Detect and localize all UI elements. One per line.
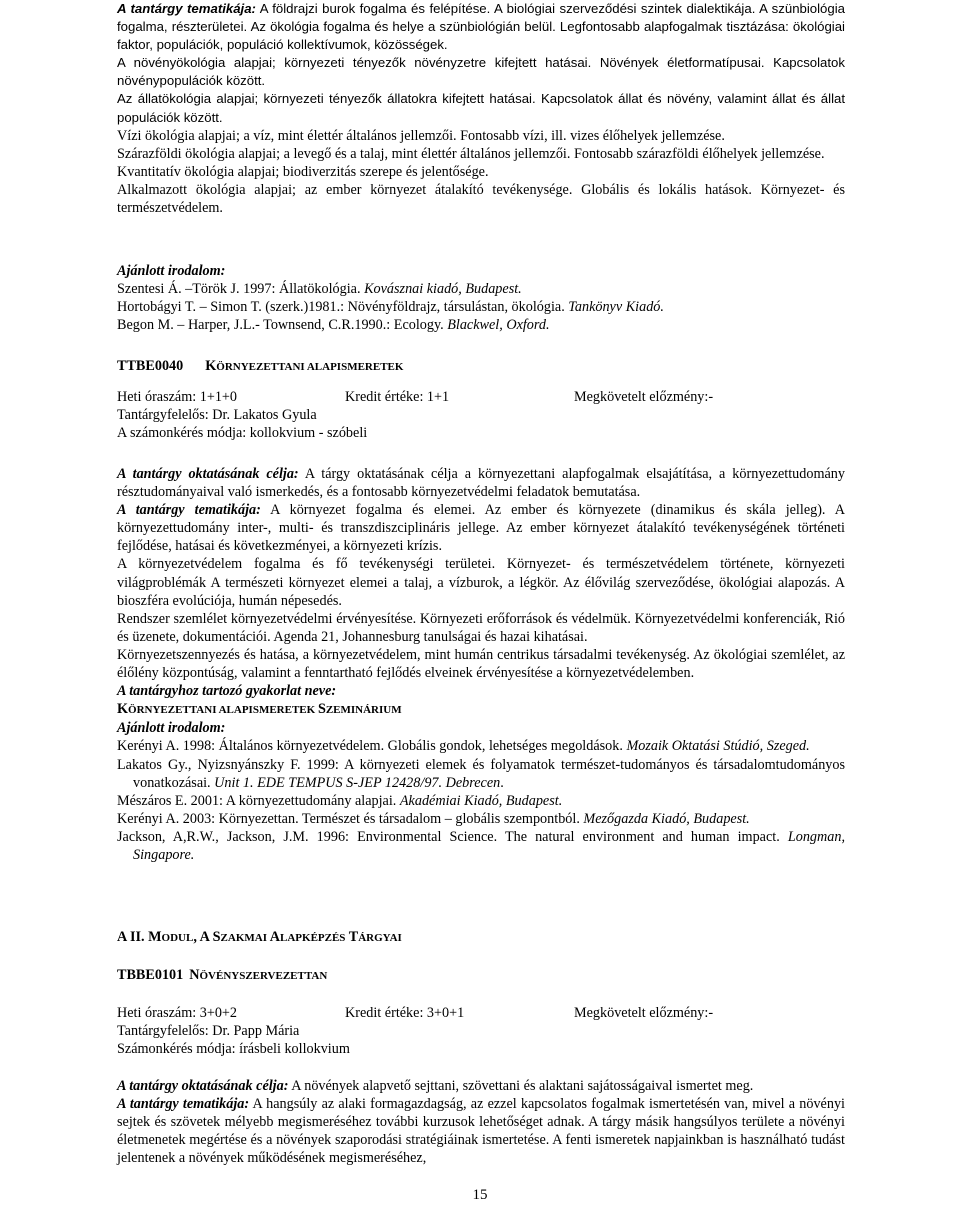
literature-item: Jackson, A,R.W., Jackson, J.M. 1996: Environmental Science. The natural environment and human impact. Longman, Singapore. — [117, 828, 845, 863]
theme-paragraph: Környezetszennyezés és hatása, a környezetvédelem, mint humán centrikus társadalmi tevékenység. Az ökológiai szemlélet, az élőlény központúság, valamint a fenntartható fejlődés elveinek érvényesítése a környezetvédelemben. — [117, 646, 845, 682]
course-description: A tantárgy oktatásának célja: A növények alapvető sejttani, szövettani és alaktani sajátosságaival ismertet meg. A tantárgy tematikája: A hangsúly az alaki formagazdagság, az ezzel kapcsolatos fogalmak ismertetésén van, mivel a növényi sejtek és szövetek mélyebb megismeréséhez további kurzusok lehetőséget adnak. A tárgy másik hangsúlyos területe a növényi életmenetek megértése és a növények szaporodási stratégiáinak ismertetése. A fenti ismeretek napjainkban is használható tudást jelentenek a növények működésének megismeréséhez, — [117, 1078, 845, 1167]
topic-paragraph: Kvantitatív ökológia alapjai; biodiverzitás szerepe és jelentősége. — [117, 163, 489, 180]
theme-label: A tantárgy tematikája: — [117, 502, 261, 519]
topic-paragraph: Vízi ökológia alapjai; a víz, mint élettér általános jellemzői. Fontosabb vízi, ill. vizes élőhelyek jellemzése. — [117, 127, 725, 144]
weekly-hours: Heti óraszám: 3+0+2 — [117, 1005, 238, 1021]
topic-text: A földrajzi burok fogalma és felépítése. A biológiai szerveződési szintek dialektikája. A szünbiológia fogalma, részterületei. Az ökológia fogalma és helye a szünbiológián belül. Legfontosabb alapfogalmak tisztázása: ökológiai faktor, populációk, populáció kollektívumok, közösségek. — [117, 1, 845, 53]
topic-continuation — [117, 0, 845, 217]
course-description: A tantárgy oktatásának célja: A tárgy oktatásának célja a környezettani alapfogalmak elsajátítása, a környezettudomány résztudományaival való ismerkedés, és a fontosabb környezetvédelmi feladatok bemutatása. A tantárgy tematikája: A környezet fogalma és elemei. Az ember és környezete (dinamikus és skála jelleg). A környezettudomány inter-, multi- és transzdiszciplináris jellege. Az ember környezet átalakító tevékenységének történeti fejlődése, hatásai és következményei, a környezeti krízis. A környezetvédelem fogalma és fő tevékenységi területei. Környezet- és természetvédelem története, környezeti világproblémák A természeti környezet elemei a talaj, a vízburok, a légkör. Az élővilág szerveződése, ökológiai alapozás. A bioszféra evolúciója, humán népesedés. Rendszer szemlélet környezetvédelmi érvényesítése. Környezeti erőforrások és védelmük. Környezetvédelmi konferenciák, Rió és üzenete, dokumentációi. Agenda 21, Johannesburg tanulságai és hazai kihatásai. Környezetszennyezés és hatása, a környezetvédelem, mint humán centrikus társadalmi tevékenység. Az ökológiai szemlélet, az élőlény központúság, valamint a fenntartható fejlődés elveinek érvényesítése a környezetvédelemben. A tantárgyhoz tartozó gyakorlat neve: KÖRNYEZETTANI ALAPISMERETEK SZEMINÁRIUM Ajánlott irodalom: Kerényi A. 1998: Általános környezetvédelem. Globális gondok, lehetséges megoldások. Mozaik Oktatási Stúdió, Szeged. Lakatos Gy., Nyizsnyánszky F. 1999: A környezeti elemek és folyamatok természet-tudományos és társadalomtudományos vonatkozásai. Unit 1. EDE TEMPUS S-JEP 12428/97. Debrecen. Mészáros E. 2001: A környezettudomány alapjai. Akadémiai Kiadó, Budapest. Kerényi A. 2003: Környezettan. Természet és társadalom – globális szempontból. Mezőgazda Kiadó, Budapest. Jackson, A,R.W., Jackson, J.M. 1996: Environmental Science. The natural environment and human impact. Longman, Singapore. — [117, 466, 845, 863]
theme-paragraph: A környezetvédelem fogalma és fő tevékenységi területei. Környezet- és természetvédelem története, környezeti világproblémák A természeti környezet elemei a talaj, a vízburok, a légkör. Az élővilág szerveződése, ökológiai alapozás. A bioszféra evolúciója, humán népesedés. — [117, 556, 845, 609]
credit-value: Kredit értéke: 3+0+1 — [345, 1005, 465, 1021]
topic-paragraph: Az állatökológia alapjai; környezeti tényezők állatokra kifejtett hatásai. Kapcsolatok állat és növény, valamint állat és állat populációk között. — [117, 91, 845, 125]
topic-paragraph: A növényökológia alapjai; környezeti tényezők növényzetre kifejtett hatásai. Növények életformatípusai. Kapcsolatok növénypopulációk között. — [117, 55, 845, 89]
course-code: TTBE0040 — [117, 358, 184, 374]
literature-item: Kerényi A. 1998: Általános környezetvédelem. Globális gondok, lehetséges megoldások. Mozaik Oktatási Stúdió, Szeged. — [117, 738, 810, 755]
course-code: TBBE0101 — [117, 967, 184, 983]
course-responsible: Tantárgyfelelős: Dr. Papp Mária — [117, 1023, 300, 1039]
course-info — [117, 1004, 845, 1058]
literature-item: Hortobágyi T. – Simon T. (szerk.)1981.: Növényföldrajz, társulástan, ökológia. Tankönyv Kiadó. — [117, 299, 664, 316]
theme-paragraph: Rendszer szemlélet környezetvédelmi érvényesítése. Környezeti erőforrások és védelmük. Környezetvédelmi konferenciák, Rió és üzenete, dokumentációi. Agenda 21, Johannesburg tanulságai és hazai kihatásai. — [117, 610, 845, 645]
module-title: A II. MODUL, A SZAKMAI ALAPKÉPZÉS TÁRGYAI — [117, 929, 402, 945]
literature-item: Szentesi Á. –Török J. 1997: Állatökológia. Kovásznai kiadó, Budapest. — [117, 281, 522, 298]
course-heading — [117, 966, 845, 985]
goal-label: A tantárgy oktatásának célja: — [117, 1078, 289, 1094]
literature-item: Lakatos Gy., Nyizsnyánszky F. 1999: A környezeti elemek és folyamatok természet-tudományos és társadalomtudományos vonatkozásai. Unit 1. EDE TEMPUS S-JEP 12428/97. Debrecen. — [117, 756, 845, 791]
practice-label: A tantárgyhoz tartozó gyakorlat neve: — [117, 683, 337, 700]
page-number: 15 — [472, 1187, 488, 1203]
topic-paragraph: Alkalmazott ökológia alapjai; az ember környezet átalakító tevékenysége. Globális és lokális hatások. Környezet- és természetvédelem. — [117, 181, 845, 217]
topic-label: A tantárgy tematikája: — [117, 1, 256, 16]
weekly-hours: Heti óraszám: 1+1+0 — [117, 389, 238, 405]
exam-type: Számonkérés módja: írásbeli kollokvium — [117, 1041, 350, 1057]
literature-section — [117, 262, 845, 334]
credit-value: Kredit értéke: 1+1 — [345, 389, 450, 405]
prerequisite: Megkövetelt előzmény:- — [574, 1005, 714, 1021]
course-heading — [117, 357, 845, 376]
goal-label: A tantárgy oktatásának célja: — [117, 466, 299, 482]
course-title: KÖRNYEZETTANI ALAPISMERETEK — [205, 358, 404, 374]
topic-paragraph: Szárazföldi ökológia alapjai; a levegő és a talaj, mint élettér általános jellemzői. Fontosabb szárazföldi élőhelyek jellemzése. — [117, 145, 825, 162]
literature-item: Mészáros E. 2001: A környezettudomány alapjai. Akadémiai Kiadó, Budapest. — [117, 792, 563, 809]
literature-heading: Ajánlott irodalom: — [117, 720, 226, 737]
course-info — [117, 388, 845, 442]
course-responsible: Tantárgyfelelős: Dr. Lakatos Gyula — [117, 407, 317, 423]
literature-item: Begon M. – Harper, J.L.- Townsend, C.R.1990.: Ecology. Blackwel, Oxford. — [117, 317, 550, 334]
theme-label: A tantárgy tematikája: — [117, 1096, 250, 1113]
literature-item: Kerényi A. 2003: Környezettan. Természet és társadalom – globális szempontból. Mezőgazda Kiadó, Budapest. — [117, 810, 750, 827]
prerequisite: Megkövetelt előzmény:- — [574, 389, 714, 405]
practice-title: KÖRNYEZETTANI ALAPISMERETEK SZEMINÁRIUM — [117, 701, 402, 718]
exam-type: A számonkérés módja: kollokvium - szóbeli — [117, 425, 368, 441]
course-title: NÖVÉNYSZERVEZETTAN — [189, 967, 328, 983]
literature-heading: Ajánlott irodalom: — [117, 263, 226, 279]
